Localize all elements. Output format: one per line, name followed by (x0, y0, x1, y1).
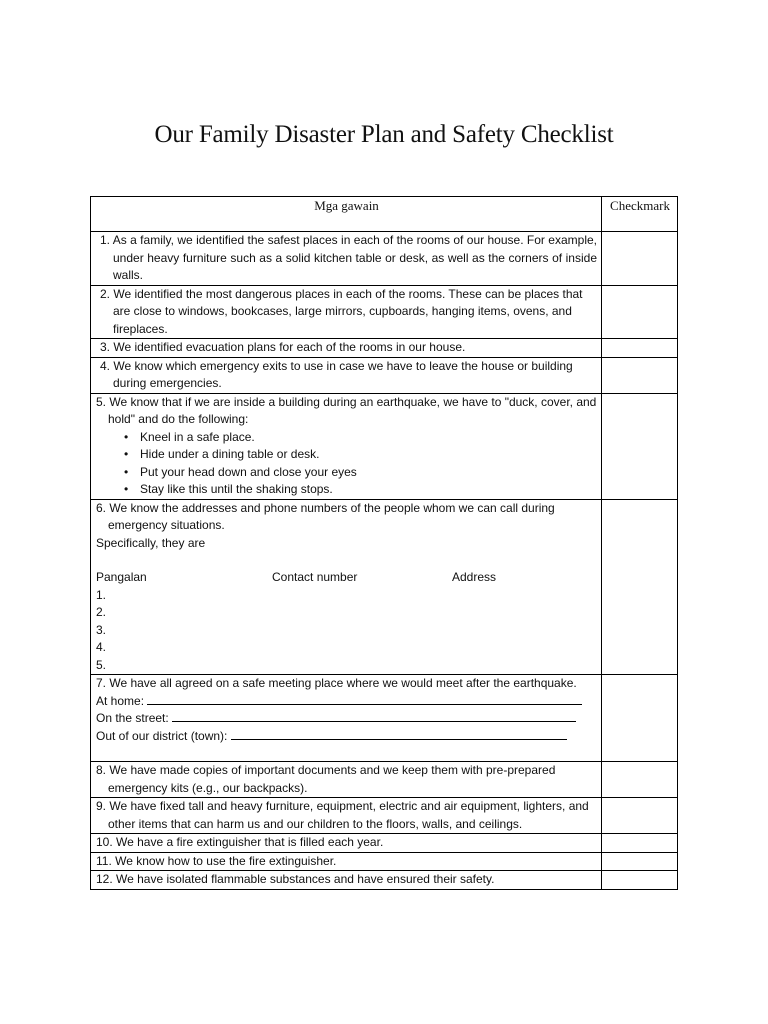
meeting-place-street-field[interactable] (96, 710, 597, 728)
table-row (91, 834, 678, 853)
page-title: Our Family Disaster Plan and Safety Checklist (154, 121, 614, 148)
contact-col-address: Address (452, 570, 497, 584)
checklist-table (90, 196, 678, 890)
checkmark-cell-10[interactable] (602, 834, 678, 853)
checkmark-cell-3[interactable] (602, 339, 678, 358)
checkmark-cell-9[interactable] (602, 798, 678, 834)
meeting-place-street-label: On the street: (96, 711, 169, 725)
item-10-text: 10. We have a fire extinguisher that is filled each year. (96, 835, 384, 849)
item-2-text: 2. We identified the most dangerous places in each of the rooms. These can be places that are close to windows, bookcases, large mirrors, cupboards, hanging items, ovens, and fireplaces. (100, 286, 583, 336)
meeting-place-home-field[interactable] (96, 693, 597, 711)
contact-col-number: Contact number (272, 570, 358, 584)
table-row (91, 285, 678, 339)
header-checkmark: Checkmark (602, 197, 678, 232)
item-9-text: 9. We have fixed tall and heavy furniture, equipment, electric and air equipment, lighters, and other items that can harm us and our children to the floors, walls, and ceilings. (96, 799, 589, 831)
checkmark-cell-2[interactable] (602, 285, 678, 339)
contact-row[interactable]: 2. (96, 605, 107, 619)
contact-row[interactable]: 3. (96, 622, 107, 637)
item-8-text: 8. We have made copies of important documents and we keep them with pre-prepared emergency kits (e.g., our backpacks). (96, 763, 556, 795)
table-row (91, 393, 678, 499)
item-4-text: 4. We know which emergency exits to use in case we have to leave the house or building during emergencies. (100, 358, 573, 390)
header-task: Mga gawain (91, 197, 602, 232)
contact-columns-header (96, 569, 597, 587)
item-7-text: 7. We have all agreed on a safe meeting place where we would meet after the earthquake. (96, 676, 577, 690)
checkmark-cell-12[interactable] (602, 871, 678, 890)
table-row (91, 339, 678, 358)
table-row (91, 871, 678, 890)
table-row (91, 232, 678, 286)
checkmark-cell-5[interactable] (602, 393, 678, 499)
list-item: • Stay like this until the shaking stops. (124, 481, 597, 499)
table-header-row (91, 197, 678, 232)
checkmark-cell-8[interactable] (602, 762, 678, 798)
contact-col-name: Pangalan (96, 570, 147, 584)
table-row (91, 852, 678, 871)
table-row (91, 798, 678, 834)
item-6-text: 6. We know the addresses and phone numbers of the people whom we can call during emergency situations. (96, 500, 555, 532)
checkmark-cell-1[interactable] (602, 232, 678, 286)
meeting-place-home-label: At home: (96, 693, 145, 708)
contact-row[interactable]: 1. (96, 587, 107, 602)
list-item: • Put your head down and close your eyes (124, 464, 597, 482)
item-1-text: 1. As a family, we identified the safest places in each of the rooms of our house. For example, under heavy furniture such as a solid kitchen table or desk, as well as the corners of inside walls. (100, 233, 597, 282)
checkmark-cell-7[interactable] (602, 675, 678, 762)
table-row (91, 357, 678, 393)
table-row (91, 675, 678, 762)
table-row (91, 762, 678, 798)
item-6-specifically: Specifically, they are (96, 535, 206, 550)
checkmark-cell-4[interactable] (602, 357, 678, 393)
item-12-text: 12. We have isolated flammable substances and have ensured their safety. (96, 872, 495, 886)
list-item: • Hide under a dining table or desk. (124, 446, 597, 464)
item-3-text: 3. We identified evacuation plans for each of the rooms in our house. (100, 340, 466, 354)
table-row (91, 499, 678, 675)
item-11-text: 11. We know how to use the fire extinguisher. (96, 853, 337, 868)
contact-row[interactable]: 4. (96, 640, 107, 654)
meeting-place-district-label: Out of our district (town): (96, 728, 228, 743)
contact-row[interactable]: 5. (96, 657, 107, 672)
item-5-bullet-list (96, 429, 597, 499)
checkmark-cell-6[interactable] (602, 499, 678, 675)
checkmark-cell-11[interactable] (602, 852, 678, 871)
meeting-place-district-field[interactable] (96, 728, 597, 746)
item-5-text: 5. We know that if we are inside a building during an earthquake, we have to "duck, cover, and hold" and do the following: (96, 394, 597, 426)
list-item: • Kneel in a safe place. (124, 429, 597, 447)
